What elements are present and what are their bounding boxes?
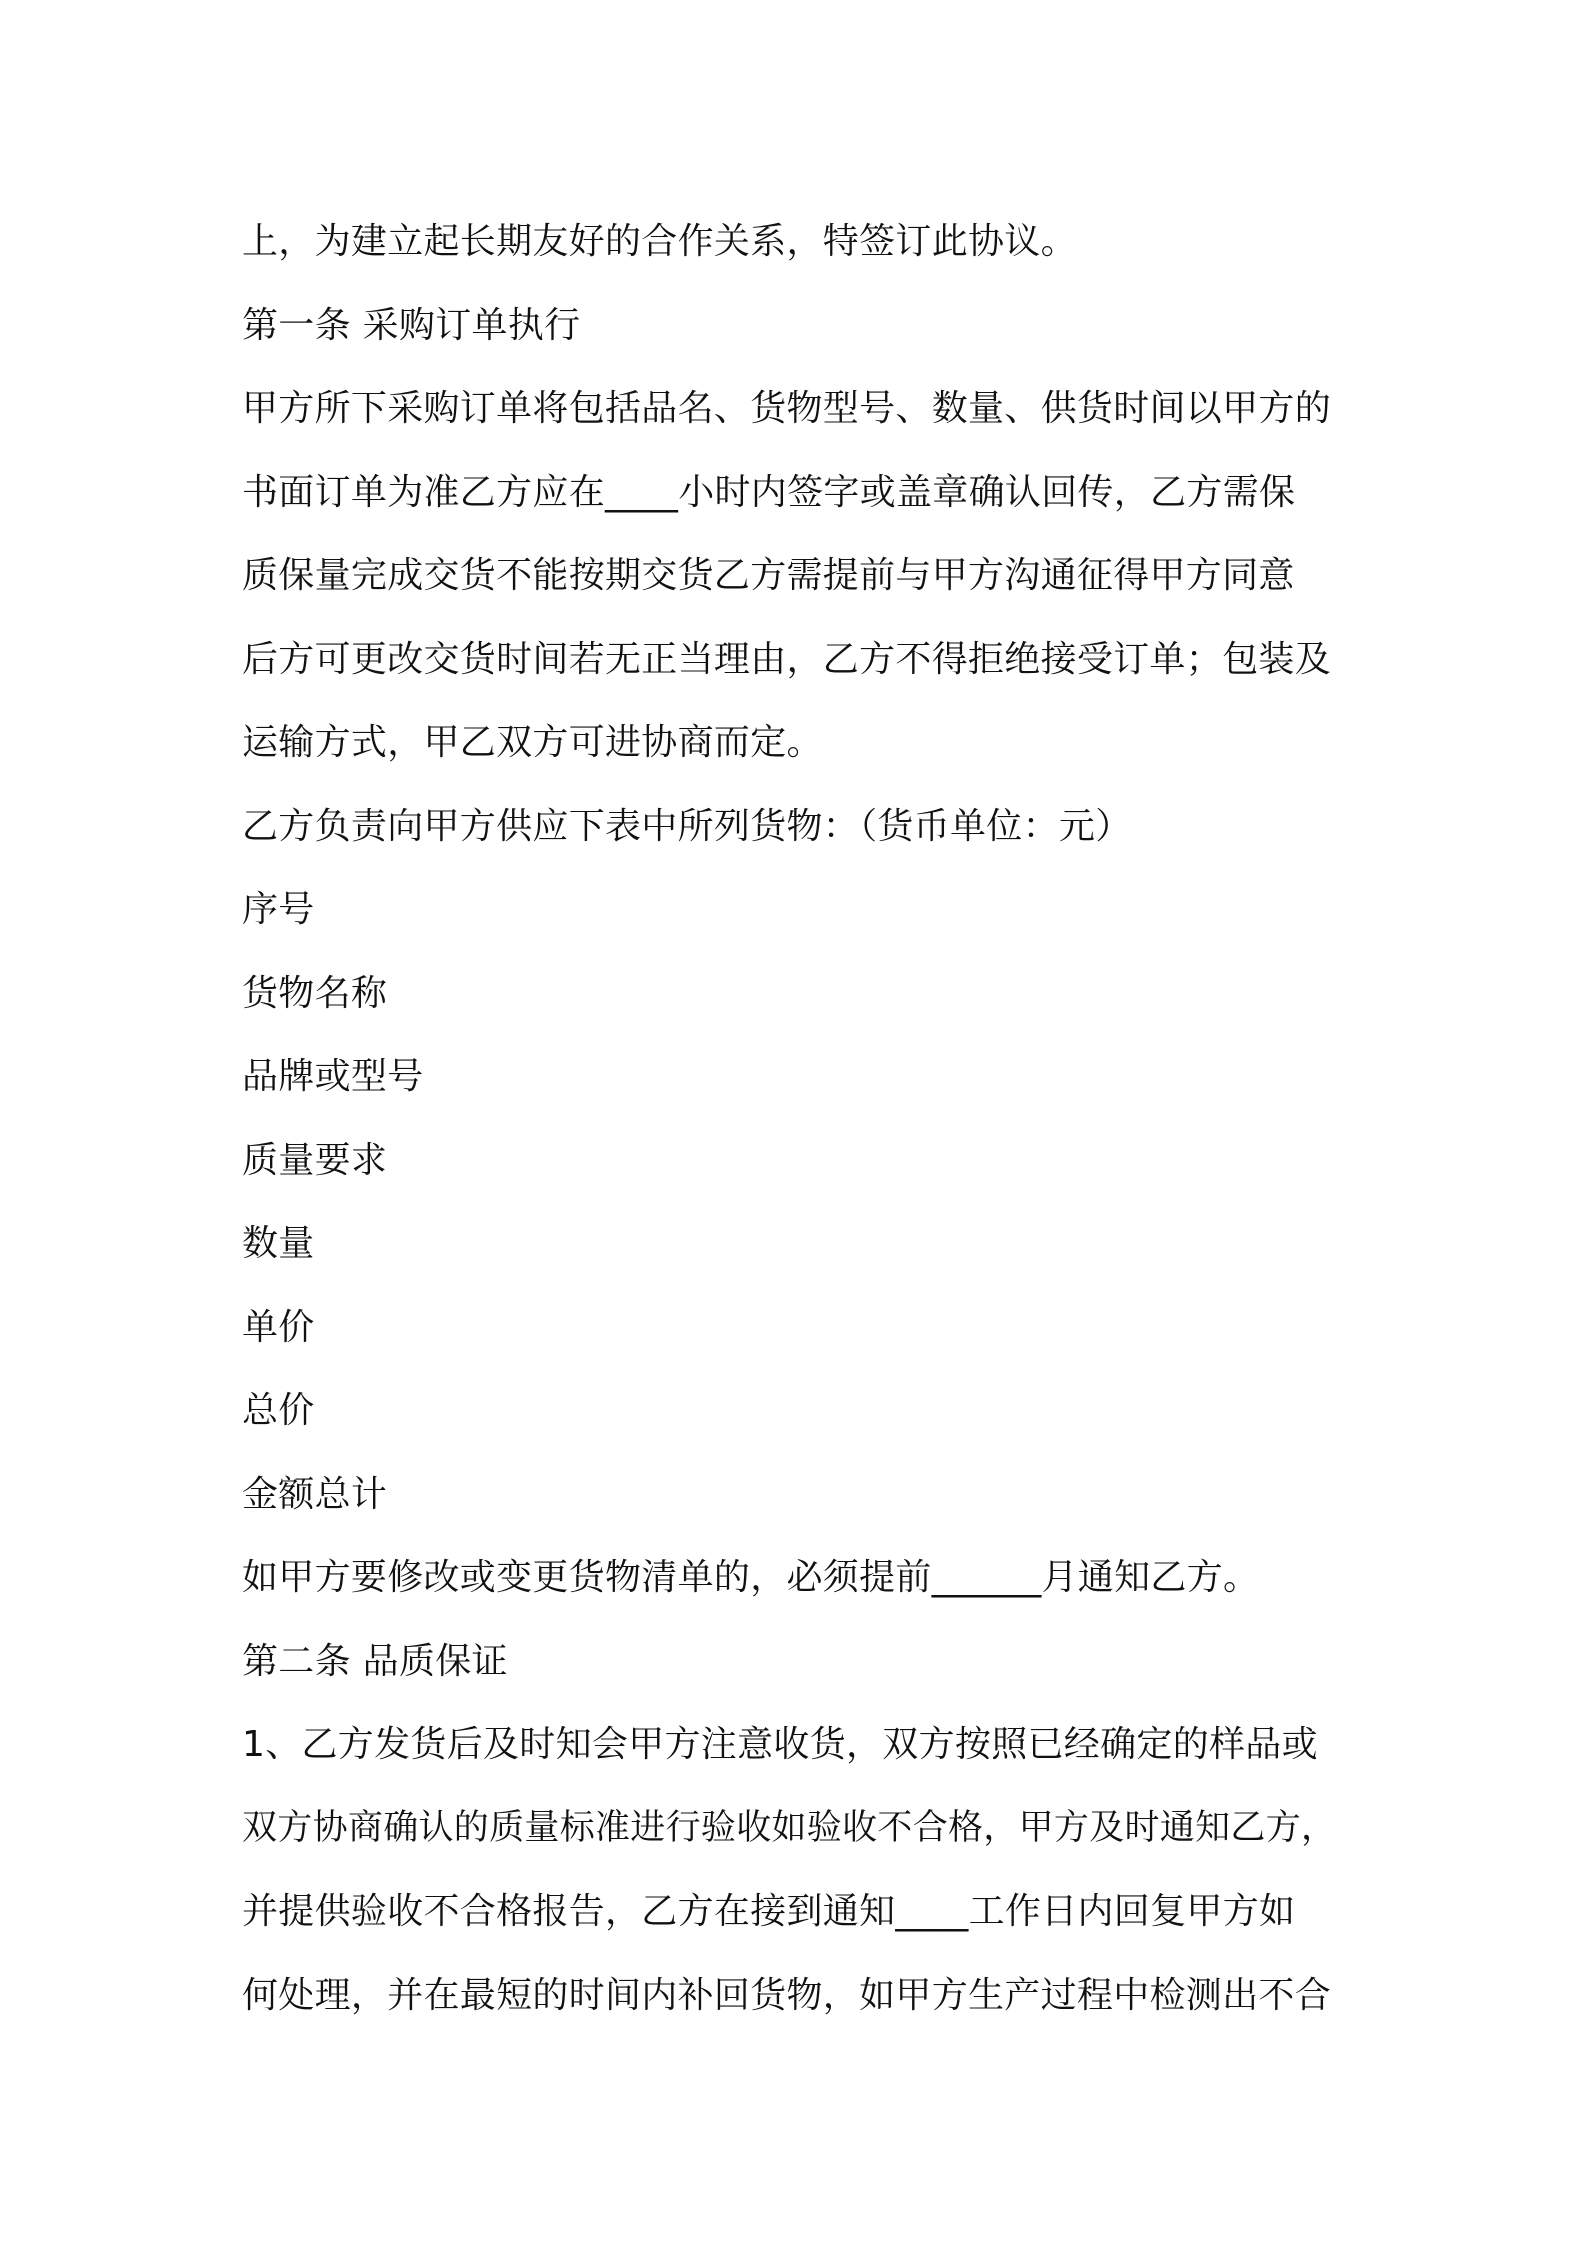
table-header-quality: 质量要求 (242, 1139, 388, 1181)
table-header-unit-price: 单价 (242, 1306, 315, 1348)
article-1-heading: 第一条 采购订单执行 (242, 304, 581, 346)
text-line-7: 运输方式，甲乙双方可进协商而定。 (242, 722, 823, 763)
text-line-1: 上，为建立起长期友好的合作关系，特签订此协议。 (242, 221, 1077, 262)
text-line-4: 书面订单为准乙方应在____小时内签字或盖章确认回传，乙方需保 (242, 471, 1296, 513)
text-line-20: 双方协商确认的质量标准进行验收如验收不合格，甲方及时通知乙方， (242, 1807, 1337, 1848)
text-line-21: 并提供验收不合格报告，乙方在接到通知____工作日内回复甲方如 (242, 1891, 1296, 1932)
table-header-grand-total: 金额总计 (242, 1473, 388, 1515)
text-line-5: 质保量完成交货不能按期交货乙方需提前与甲方沟通征得甲方同意 (242, 555, 1295, 596)
text-line-17: 如甲方要修改或变更货物清单的，必须提前______月通知乙方。 (242, 1557, 1260, 1598)
table-header-goods-name: 货物名称 (242, 972, 388, 1014)
document-body (242, 200, 1362, 2037)
text-line-22: 何处理，并在最短的时间内补回货物，如甲方生产过程中检测出不合 (242, 1974, 1332, 2016)
table-header-brand-model: 品牌或型号 (242, 1056, 424, 1097)
table-header-total-price: 总价 (242, 1390, 315, 1431)
text-line-3: 甲方所下采购订单将包括品名、货物型号、数量、供货时间以甲方的 (242, 388, 1332, 429)
article-2-heading: 第二条 品质保证 (242, 1640, 508, 1682)
text-line-6: 后方可更改交货时间若无正当理由，乙方不得拒绝接受订单；包装及 (242, 638, 1332, 680)
table-header-quantity: 数量 (242, 1223, 315, 1264)
goods-table-intro: 乙方负责向甲方供应下表中所列货物：（货币单位：元） (242, 805, 1132, 847)
table-header-serial: 序号 (242, 889, 315, 930)
text-line-19: 1、乙方发货后及时知会甲方注意收货，双方按照已经确定的样品或 (242, 1724, 1318, 1765)
